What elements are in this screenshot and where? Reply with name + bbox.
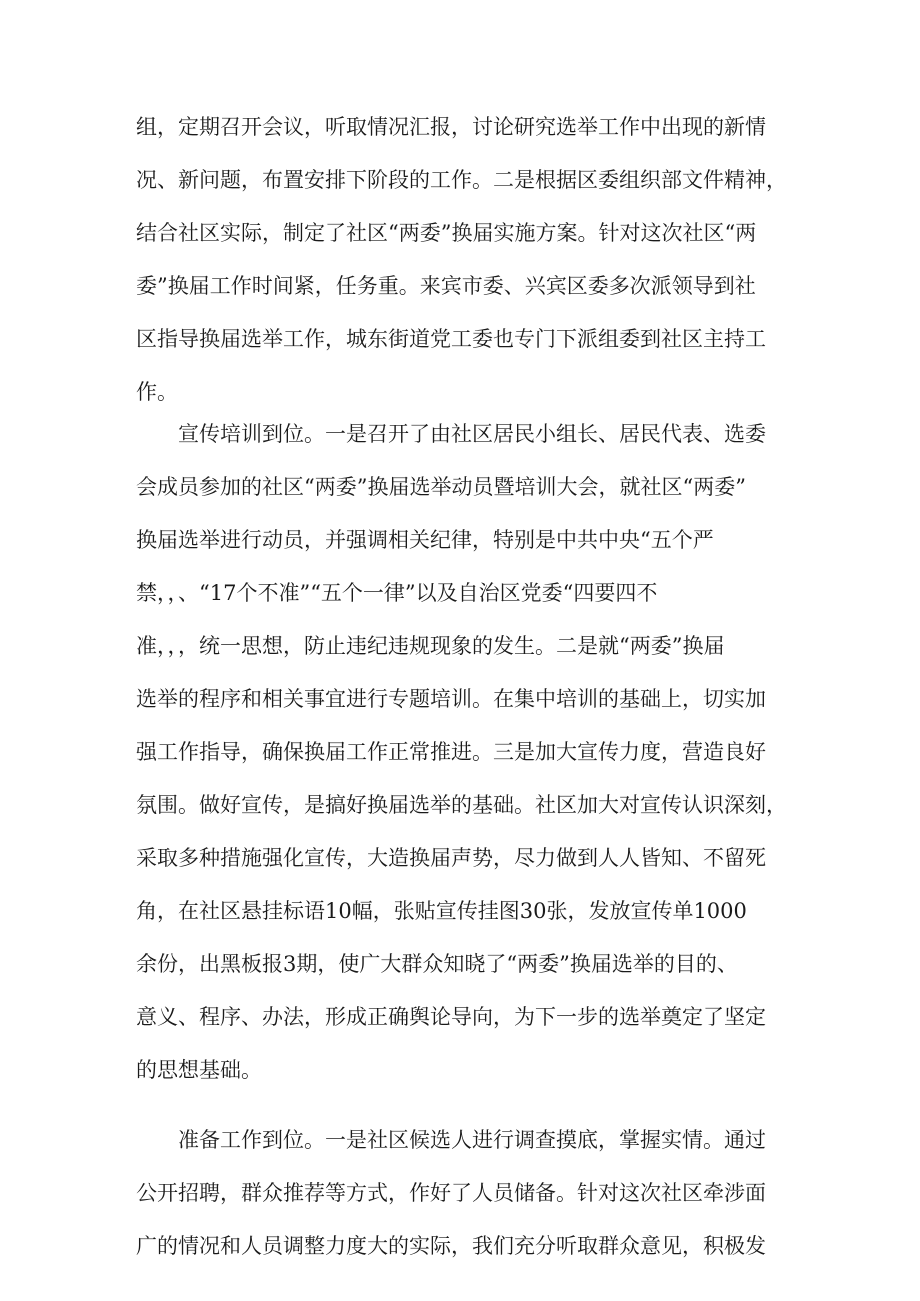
text-line: 意义、程序、办法，形成正确舆论导向，为下一步的选举奠定了坚定 (136, 1005, 766, 1029)
text-line: 强工作指导，确保换届工作正常推进。三是加大宣传力度，营造良好 (136, 740, 766, 764)
text-line: 区指导换届选举工作，城东街道党工委也专门下派组委到社区主持工 (136, 327, 766, 351)
text-line: 选举的程序和相关事宜进行专题培训。在集中培训的基础上，切实加 (136, 687, 766, 711)
text-line: 组，定期召开会议，听取情况汇报，讨论研究选举工作中出现的新情 (136, 115, 766, 139)
text-line: 宣传培训到位。一是召开了由社区居民小组长、居民代表、选委 (178, 422, 766, 446)
text-line: 作。 (136, 380, 178, 404)
text-line: 准备工作到位。一是社区候选人进行调查摸底，掌握实情。通过 (178, 1128, 766, 1152)
text-line: 委”换届工作时间紧，任务重。来宾市委、兴宾区委多次派领导到社 (136, 274, 756, 298)
text-line: 换届选举进行动员，并强调相关纪律，特别是中共中央“五个严 (136, 528, 714, 552)
text-line: 结合社区实际，制定了社区“两委”换届实施方案。针对这次社区“两 (136, 221, 757, 245)
text-line: 会成员参加的社区“两委”换届选举动员暨培训大会，就社区“两委” (136, 475, 746, 499)
text-line: 况、新问题，布置安排下阶段的工作。二是根据区委组织部文件精神， (136, 168, 787, 192)
text-line: 采取多种措施强化宣传，大造换届声势，尽力做到人人皆知、不留死 (136, 846, 766, 870)
text-line: 准，，，统一思想，防止违纪违规现象的发生。二是就“两委”换届 (136, 634, 725, 658)
text-line: 公开招聘，群众推荐等方式，作好了人员储备。针对这次社区牵涉面 (136, 1181, 766, 1205)
text-line: 余份，出黑板报3期，使广大群众知晓了“两委”换届选举的目的、 (136, 952, 738, 976)
text-line: 的思想基础。 (136, 1058, 262, 1082)
text-line: 广的情况和人员调整力度大的实际，我们充分听取群众意见，积极发 (136, 1234, 766, 1258)
text-line: 氛围。做好宣传，是搞好换届选举的基础。社区加大对宣传认识深刻， (136, 793, 787, 817)
text-line: 禁，，、“17个不准”“五个一律”以及自治区党委“四要四不 (136, 581, 658, 605)
text-line: 角，在社区悬挂标语10幅，张贴宣传挂图30张，发放宣传单1000 (136, 899, 747, 923)
